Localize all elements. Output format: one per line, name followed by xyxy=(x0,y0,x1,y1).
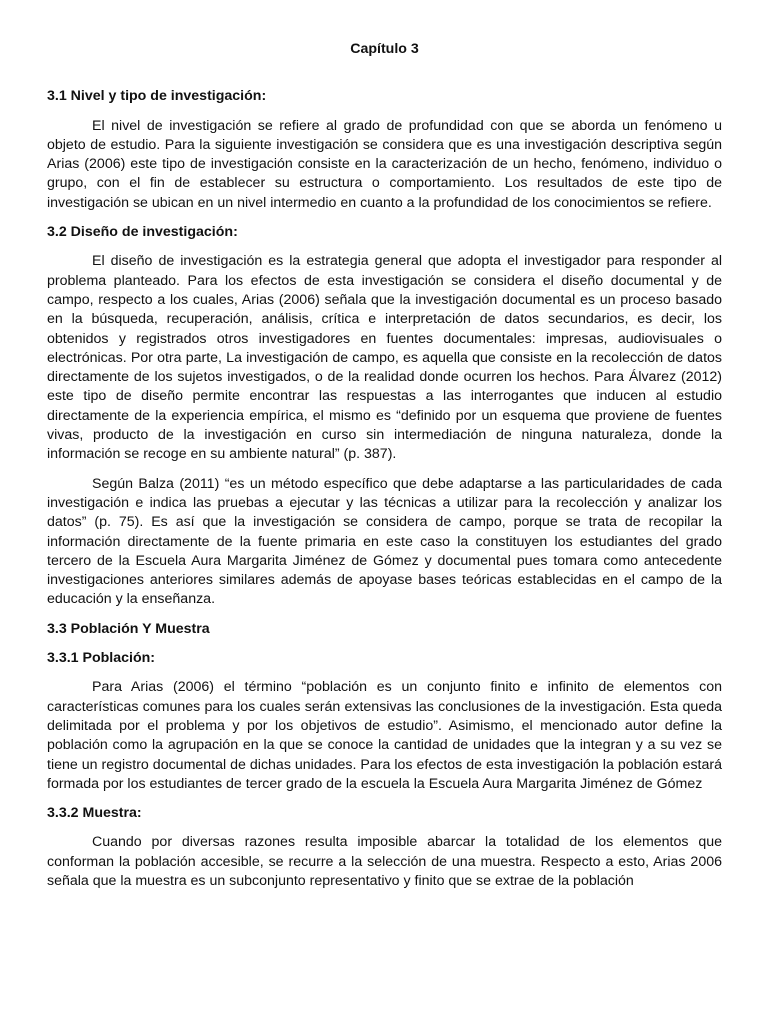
section-3-3-2-paragraph: Cuando por diversas razones resulta imposible abarcar la totalidad de los elementos que conforman la población accesible, se recurre a la selección de una muestra. Respecto a esto, Arias 2006 señala que la muestra es un subconjunto representativo y finito que se extrae de la población xyxy=(47,834,722,889)
section-3-2-paragraph-2: Según Balza (2011) “es un método específico que debe adaptarse a las particularidades de cada investigación e indica las pruebas a ejecutar y las técnicas a utilizar para la recolección y analizar los datos” (p. 75). Es así que la investigación se considera de campo, porque se trata de recopilar la información directamente de la fuente primaria en este caso la constituyen los estudiantes del grado tercero de la Escuela Aura Margarita Jiménez de Gómez y documental pues tomara como antecedente investigaciones anteriores similares además de apoyase bases teóricas establecidas en el campo de la educación y la enseñanza. xyxy=(47,475,722,608)
section-3-2-heading: 3.2 Diseño de investigación: xyxy=(47,224,238,241)
section-3-1-paragraph: El nivel de investigación se refiere al grado de profundidad con que se aborda un fenómeno u objeto de estudio. Para la siguiente investigación se considera que es una investigación descriptiva según Arias (2006) este tipo de investigación consiste en la caracterización de un hecho, fenómeno, individuo o grupo, con el fin de establecer su estructura o comportamiento. Los resultados de este tipo de investigación se ubican en un nivel intermedio en cuanto a la profundidad de los conocimientos se refiere. xyxy=(47,117,722,211)
document-page xyxy=(47,40,722,901)
chapter-title: Capítulo 3 xyxy=(350,41,419,57)
section-3-3-heading: 3.3 Población Y Muestra xyxy=(47,620,210,637)
section-3-3-1-heading: 3.3.1 Población: xyxy=(47,650,156,667)
section-3-3-1-paragraph: Para Arias (2006) el término “población es un conjunto finito e infinito de elementos con características comunes para los cuales serán extensivas las conclusiones de la investigación. Esta queda delimitada por el problema y por los objetivos de estudio”. Asimismo, el mencionado autor define la población como la agrupación en la que se conoce la cantidad de unidades que la integran y a su vez se tiene un registro documental de dichas unidades. Para los efectos de esta investigación la población estará formada por los estudiantes de tercer grado de la escuela la Escuela Aura Margarita Jiménez de Gómez xyxy=(47,679,722,792)
section-3-3-2-heading: 3.3.2 Muestra: xyxy=(47,805,142,822)
section-3-1-heading: 3.1 Nivel y tipo de investigación: xyxy=(47,88,267,105)
section-3-2-paragraph-1: El diseño de investigación es la estrategia general que adopta el investigador para responder al problema planteado. Para los efectos de esta investigación se considera el diseño documental y de campo, respecto a los cuales, Arias (2006) señala que la investigación documental es un proceso basado en la búsqueda, recuperación, análisis, crítica e interpretación de datos secundarios, es decir, los obtenidos y registrados otros investigadores en fuentes documentales: impresas, audiovisuales o electrónicas. Por otra parte, La investigación de campo, es aquella que consiste en la recolección de datos directamente de los sujetos investigados, o de la realidad donde ocurren los hechos. Para Álvarez (2012) este tipo de diseño permite encontrar las respuestas a las interrogantes que inducen al estudio directamente de la experiencia empírica, el mismo es “definido por un esquema que proviene de fuentes vivas, producto de la investigación en curso sin intermediación de ninguna naturaleza, donde la información se recoge en su ambiente natural” (p. 387). xyxy=(47,253,722,463)
